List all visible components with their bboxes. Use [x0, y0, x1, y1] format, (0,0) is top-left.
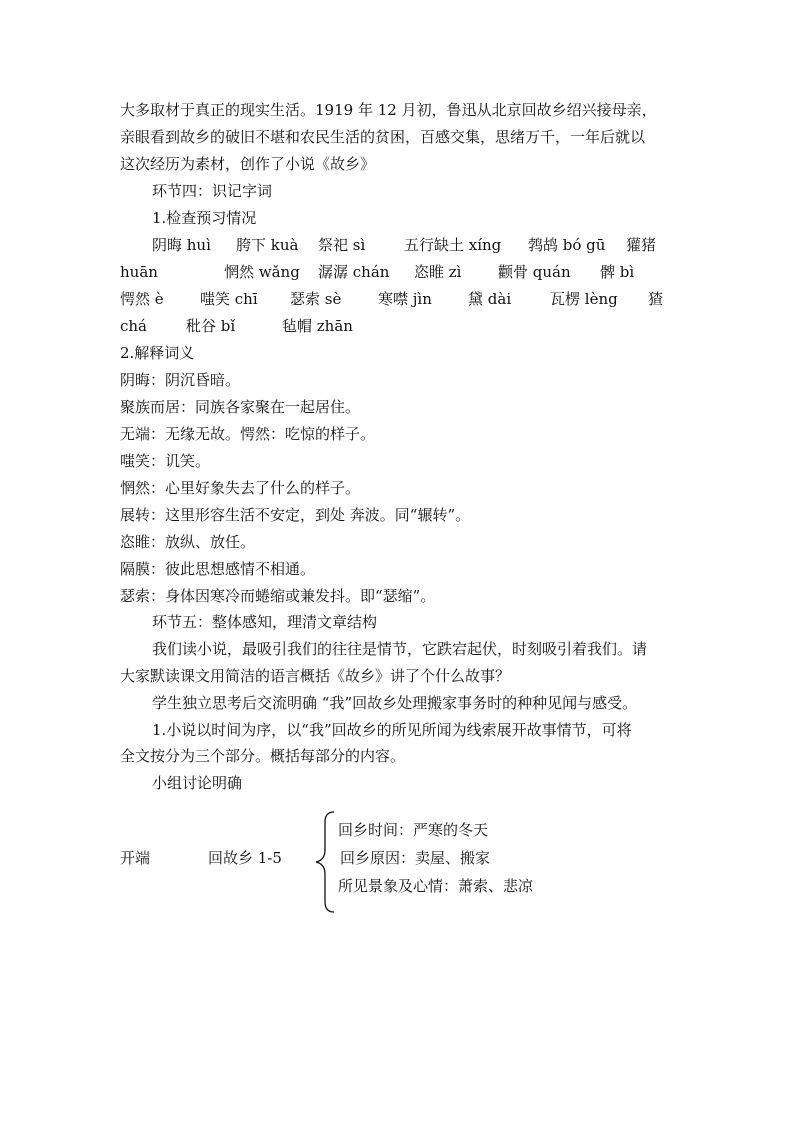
definition-line: 无端：无缘无故。愕然：吃惊的样子。 — [120, 425, 376, 443]
brace-icon — [312, 810, 338, 914]
vocab-item: 颧骨 quán — [498, 263, 571, 281]
vocab-item: 鹁鸪 bó gū — [528, 236, 606, 254]
structure-detail: 回乡时间：严寒的冬天 — [338, 821, 489, 839]
vocab-item: 瑟索 sè — [290, 290, 342, 308]
vocab-item: 寒噤 jìn — [378, 290, 432, 308]
paragraph-line: 学生独立思考后交流明确 “我”回故乡处理搬家事务时的种种见闻与感受。 — [152, 694, 638, 712]
vocab-row-3 — [0, 289, 794, 311]
vocab-item: 瓦楞 lèng — [550, 290, 618, 308]
vocab-row-4 — [0, 316, 794, 338]
vocab-item: 阴晦 huì — [152, 236, 211, 254]
vocab-item: 髀 bì — [600, 263, 635, 281]
section4-title: 环节四：识记字词 — [152, 182, 273, 200]
vocab-item: 惘然 wǎng — [224, 263, 300, 281]
definition-line: 展转：这里形容生活不安定，到处 奔波。同“辗转”。 — [120, 506, 471, 524]
vocab-item: huān — [120, 263, 158, 281]
definition-line: 恣睢：放纵、放任。 — [120, 533, 256, 551]
definition-line: 阴晦：阴沉昏暗。 — [120, 371, 241, 389]
group-discuss-label: 小组讨论明确 — [152, 774, 243, 792]
vocab-item: 潺潺 chán — [318, 263, 390, 281]
paragraph-line: 1.小说以时间为序，以“我”回故乡的所见所闻为线索展开故事情节，可将 — [152, 721, 632, 739]
vocab-item: 獾猪 — [626, 236, 657, 254]
definition-line: 嗤笑：讥笑。 — [120, 452, 211, 470]
vocab-item: 秕谷 bǐ — [186, 317, 236, 335]
vocab-item: 五行缺土 xíng — [404, 236, 502, 254]
definition-line: 聚族而居：同族各家聚在一起居住。 — [120, 398, 361, 416]
check-title: 1.检查预习情况 — [152, 209, 257, 227]
structure-detail: 回乡原因：卖屋、搬家 — [340, 849, 491, 867]
structure-detail: 所见景象及心情：萧索、悲凉 — [338, 877, 534, 895]
vocab-item: 胯下 kuà — [236, 236, 299, 254]
intro-line-1: 大多取材于真正的现实生活。1919 年 12 月初，鲁迅从北京回故乡绍兴接母亲， — [120, 101, 657, 119]
structure-diagram — [0, 810, 794, 920]
explain-title: 2.解释词义 — [120, 344, 195, 362]
definition-line: 隔膜：彼此思想感情不相通。 — [120, 560, 316, 578]
part-name: 开端 — [120, 849, 151, 867]
definition-line: 瑟索：身体因寒冷而蜷缩或兼发抖。即“瑟缩”。 — [120, 587, 436, 605]
definition-line: 惘然：心里好象失去了什么的样子。 — [120, 479, 361, 497]
vocab-row-1 — [0, 235, 794, 257]
paragraph-line: 全文按分为三个部分。概括每部分的内容。 — [120, 747, 406, 765]
vocab-item: 毡帽 zhān — [282, 317, 353, 335]
vocab-item: 恣睢 zì — [414, 263, 462, 281]
vocab-item: 愕然 è — [120, 290, 164, 308]
vocab-row-2 — [0, 262, 794, 284]
paragraph-line: 我们读小说，最吸引我们的往往是情节，它跌宕起伏，时刻吸引着我们。请 — [152, 640, 648, 658]
paragraph-line: 大家默读课文用简洁的语言概括《故乡》讲了个什么故事？ — [120, 667, 511, 685]
vocab-item: 嗤笑 chī — [200, 290, 258, 308]
vocab-item: 猹 — [648, 290, 664, 308]
section5-title: 环节五：整体感知，理清文章结构 — [152, 613, 378, 631]
intro-line-3: 这次经历为素材，创作了小说《故乡》 — [120, 155, 376, 173]
vocab-item: chá — [120, 317, 148, 335]
vocab-item: 黛 dài — [468, 290, 512, 308]
part-range: 回故乡 1-5 — [208, 849, 282, 867]
intro-line-2: 亲眼看到故乡的破旧不堪和农民生活的贫困，百感交集，思绪万千，一年后就以 — [120, 128, 646, 146]
vocab-item: 祭祀 sì — [318, 236, 366, 254]
